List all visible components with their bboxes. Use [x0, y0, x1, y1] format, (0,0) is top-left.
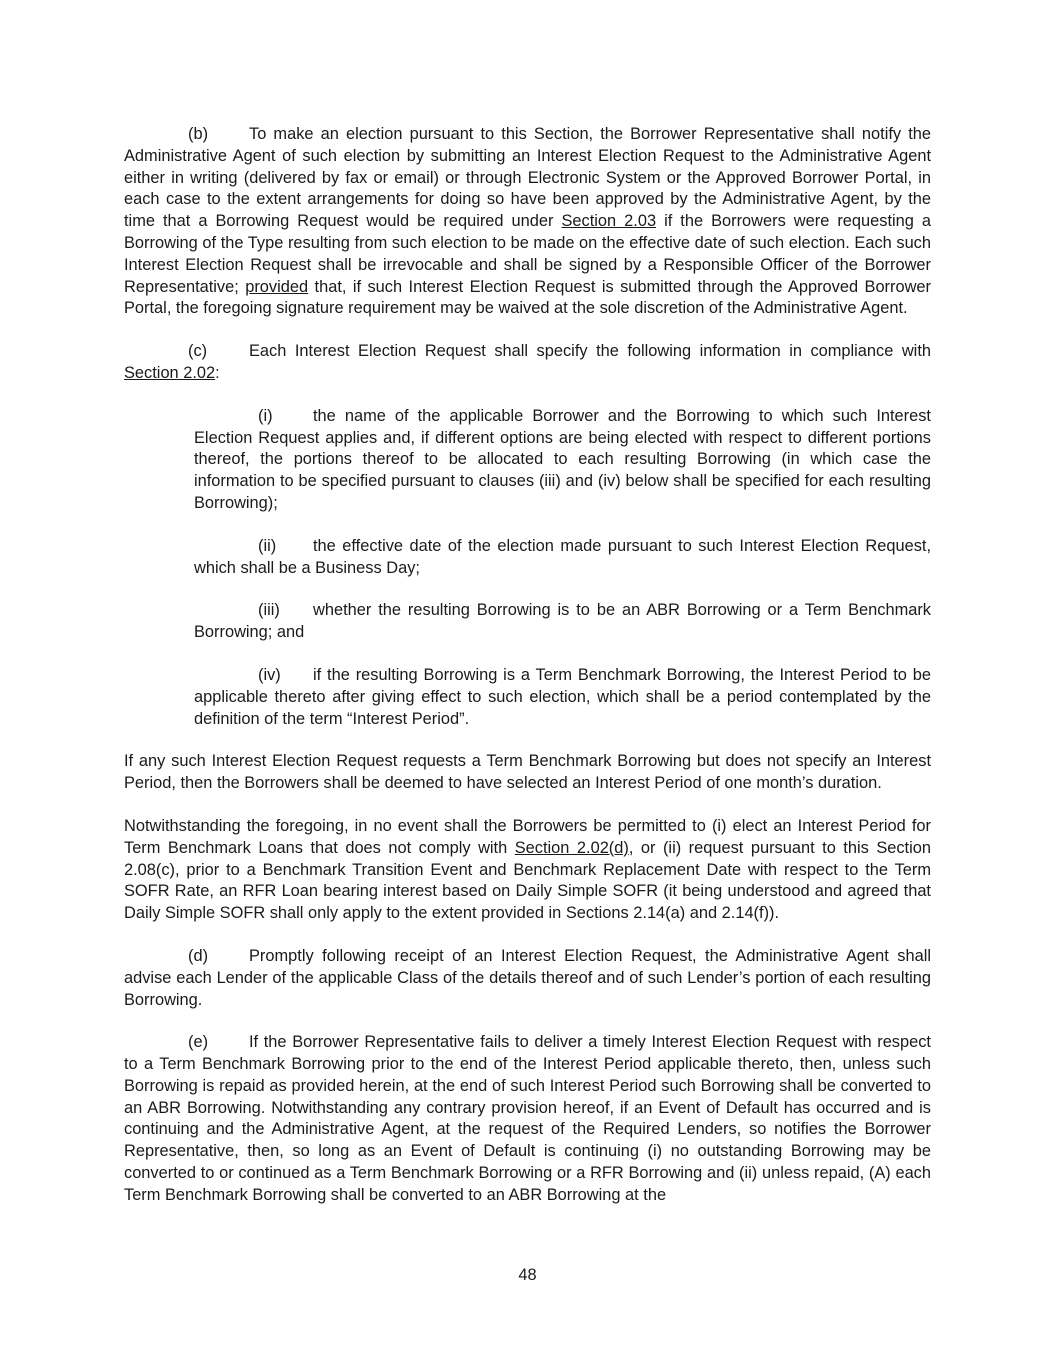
paragraph-e [124, 1032, 931, 1206]
paragraph-c [124, 341, 931, 385]
paragraph-b-text-2: if the Borrowers were requesting a Borrowing of the Type resulting from such election to be made on the effective date of such election. Each such Interest Election Request shall be irrevocable and shall be signed by a Responsible Officer of the Borrower Representative; [124, 212, 932, 296]
clause-iv-label: (iv) [258, 665, 281, 684]
clause-ii-text: the effective date of the election made pursuant to such Interest Election Request, which shall be a Business Day; [194, 536, 931, 577]
section-2-03-reference: Section 2.03 [561, 212, 657, 231]
clause-ii [194, 536, 931, 580]
clause-ii-label: (ii) [258, 536, 277, 555]
clause-i [194, 406, 931, 515]
paragraph-e-text: If the Borrower Representative fails to deliver a timely Interest Election Request with respect to a Term Benchmark Borrowing prior to the end of the Interest Period applicable thereto, then, unless such Borrowing is repaid as provided herein, at the end of such Interest Period such Borrowing shall be converted to an ABR Borrowing. Notwithstanding any contrary provision hereof, if an Event of Default has occurred and is continuing and the Administrative Agent, at the request of the Required Lenders, so notifies the Borrower Representative, then, so long as an Event of Default is continuing (i) no outstanding Borrowing may be converted to or continued as a Term Benchmark Borrowing or a RFR Borrowing and (ii) unless repaid, (A) each Term Benchmark Borrowing shall be converted to an ABR Borrowing at the [124, 1033, 931, 1204]
section-2-02d-reference: Section 2.02(d) [514, 838, 629, 857]
paragraph-b-label: (b) [188, 125, 209, 143]
paragraph-b [124, 124, 931, 320]
clause-iii [194, 600, 931, 644]
paragraph-c-text-2: : [215, 363, 220, 382]
notwithstanding-text-1: Notwithstanding the foregoing, in no event shall the Borrowers be permitted to (i) elect an Interest Period for Term Benchmark Loans that does not comply with [124, 816, 931, 857]
notwithstanding-text-2: , or (ii) request pursuant to this Section 2.08(c), prior to a Benchmark Transition Event and Benchmark Replacement Date with respect to the Term SOFR Rate, an RFR Loan bearing interest based on Daily Simple SOFR (it being understood and agreed that Daily Simple SOFR shall only apply to the extent provided in Sections 2.14(a) and 2.14(f)). [124, 838, 931, 923]
paragraph-c-text-1: Each Interest Election Request shall specify the following information in compliance with [249, 342, 931, 361]
notwithstanding-paragraph [124, 816, 931, 925]
document-page [124, 124, 931, 1228]
clause-iii-text: whether the resulting Borrowing is to be an ABR Borrowing or a Term Benchmark Borrowing; and [194, 601, 931, 642]
paragraph-d-label: (d) [188, 946, 209, 965]
paragraph-b-text-1: To make an election pursuant to this Section, the Borrower Representative shall notify the Administrative Agent of such election by submitting an Interest Election Request to the Administrative Agent either in writing (delivered by fax or email) or through Electronic System or the Approved Borrower Portal, in each case to the extent arrangements for doing so have been approved by the Administrative Agent, by the time that a Borrowing Request would be required under [124, 125, 931, 231]
paragraph-c-label: (c) [188, 342, 208, 361]
section-2-02-reference: Section 2.02 [124, 363, 216, 382]
clause-iii-label: (iii) [258, 601, 280, 620]
paragraph-b-text-3: that, if such Interest Election Request is submitted through the Approved Borrower Portal, the foregoing signature requirement may be waived at the sole discretion of the Administrative Agent. [124, 277, 931, 318]
clause-i-text: the name of the applicable Borrower and the Borrowing to which such Interest Election Request applies and, if different options are being elected with respect to different portions thereof, the portions thereof to be allocated to each resulting Borrowing (in which case the information to be specified pursuant to clauses (iii) and (iv) below shall be specified for each resulting Borrowing); [194, 406, 931, 512]
clause-iv [194, 665, 931, 730]
interest-period-default-paragraph: If any such Interest Election Request requests a Term Benchmark Borrowing but does not specify an Interest Period, then the Borrowers shall be deemed to have selected an Interest Period of one month’s duration. [124, 752, 931, 793]
provided-term: provided [245, 277, 309, 296]
paragraph-e-label: (e) [188, 1033, 209, 1052]
clause-iv-text: if the resulting Borrowing is a Term Benchmark Borrowing, the Interest Period to be applicable thereto after giving effect to such election, which shall be a period contemplated by the definition of the term “Interest Period”. [194, 665, 931, 728]
page-number: 48 [518, 1266, 537, 1284]
paragraph-d-text: Promptly following receipt of an Interest Election Request, the Administrative Agent shall advise each Lender of the applicable Class of the details thereof and of such Lender’s portion of each resulting Borrowing. [124, 946, 931, 1009]
paragraph-d [124, 946, 931, 1011]
clause-i-label: (i) [258, 406, 273, 425]
